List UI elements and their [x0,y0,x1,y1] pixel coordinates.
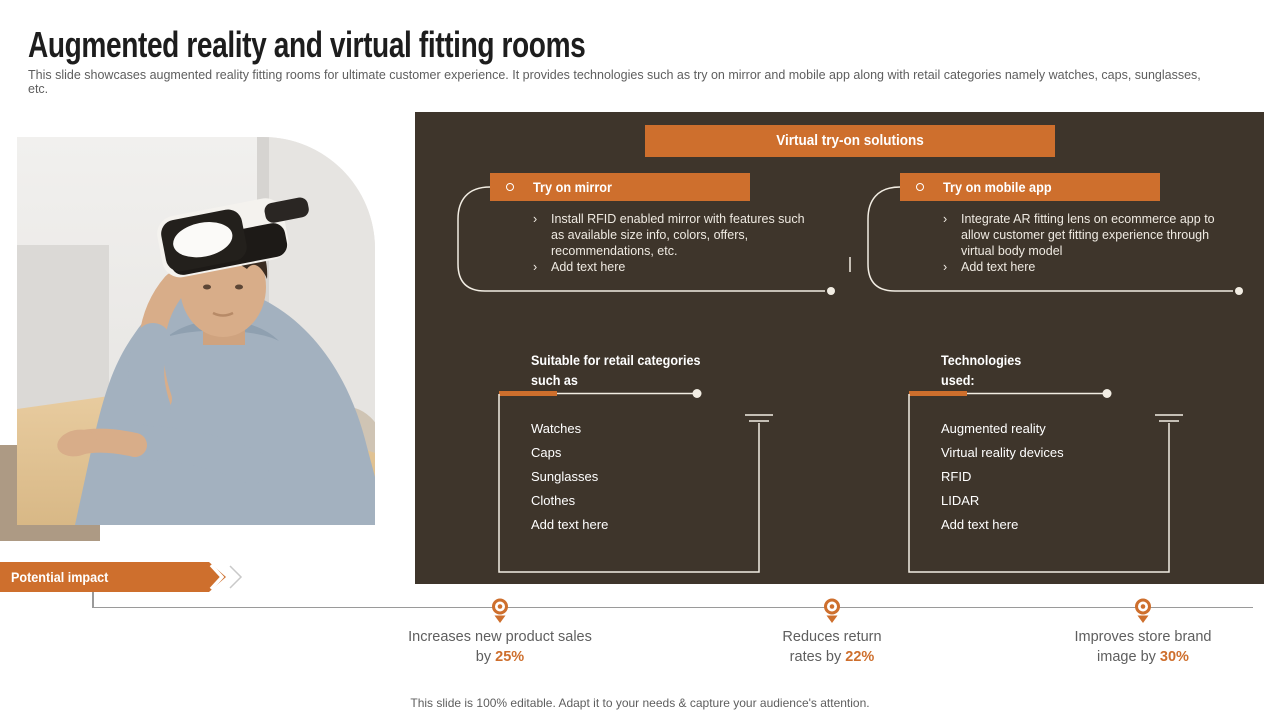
bullet-text: Integrate AR fitting lens on ecommerce app to allow customer get fitting experience through virtual body model [961,212,1215,258]
arrow-chevron-icon [196,562,246,592]
technologies-list [941,417,1064,537]
stat-value: 22% [845,648,875,665]
bullet-text: Add text here [551,260,626,274]
list-item: Virtual reality devices [941,445,1064,460]
chevron-bullet-icon: › [533,212,538,226]
retail-categories-list [531,417,608,537]
stat-return-rates [712,628,952,667]
stat-value: 30% [1159,648,1189,665]
bullet-item [533,211,809,259]
bullet-list-mirror [533,211,809,275]
subheader-try-on-mobile-app [900,173,1160,201]
page-title: Augmented reality and virtual fitting rooms [28,24,586,65]
timeline-line [92,607,1253,609]
location-pin-icon [1133,596,1153,624]
list-item: Watches [531,421,582,436]
connector-dot-left [827,287,835,295]
list-item: Add text here [531,517,609,532]
list-item: Clothes [531,493,576,508]
ground-symbol-icon-left [745,415,773,421]
stat-line1: Reduces return [782,629,882,645]
virtual-tryon-panel [415,112,1264,584]
subheader-label: Try on mobile app [943,179,1052,195]
bullet-text: Install RFID enabled mirror with features such as available size info, colors, offers, recommendations, etc. [551,212,805,258]
ground-symbol-icon-right [1155,415,1183,421]
list-accent-bar-left [499,391,557,396]
slide-footnote: This slide is 100% editable. Adapt it to your needs & capture your audience's attention. [410,696,870,710]
bullet-item [533,259,809,275]
stat-value: 25% [495,648,525,665]
photo-person-vr-headset [17,137,375,525]
stat-new-product-sales [380,628,620,667]
chevron-bullet-icon: › [533,260,538,274]
potential-impact-label: Potential impact [11,569,109,585]
panel-header-label: Virtual try-on solutions [776,132,924,149]
list-item: Sunglasses [531,469,599,484]
list-item: Augmented reality [941,421,1046,436]
subheader-label: Try on mirror [533,179,612,195]
list-accent-bar-right [909,391,967,396]
timeline-connector [92,592,94,607]
bullet-text: Add text here [961,260,1036,274]
list-item: Caps [531,445,562,460]
list-item: Add text here [941,517,1019,532]
technologies-title: Technologies used: [941,352,1022,388]
stat-line1: Improves store brand [1074,629,1212,645]
bullet-list-mobile-app [943,211,1219,275]
stat-line1: Increases new product sales [408,629,592,645]
list-item: RFID [941,469,972,484]
stat-line2: by 25% [475,648,525,665]
vr-person-illustration [17,137,375,525]
circle-bullet-icon [916,183,924,191]
retail-categories-title: Suitable for retail categories such as [531,352,701,388]
stat-line2: rates by 22% [789,648,875,665]
location-pin-icon [490,596,510,624]
location-pin-icon [822,596,842,624]
bullet-item [943,211,1219,259]
connector-dot-right [1235,287,1243,295]
chevron-bullet-icon: › [943,260,948,274]
potential-impact-banner [0,562,196,592]
bullet-item [943,259,1219,275]
stat-line2: image by 30% [1097,648,1189,665]
page-subtitle: This slide showcases augmented reality fitting rooms for ultimate customer experience. It provides technologies such as try on mirror and mobile app along with retail categories namely watches, caps, sunglasses, etc. [28,68,1201,96]
subheader-try-on-mirror [490,173,750,201]
list-top-dot-left [693,389,702,398]
stat-brand-image [1023,628,1263,667]
circle-bullet-icon [506,183,514,191]
chevron-bullet-icon: › [943,212,948,226]
list-top-dot-right [1103,389,1112,398]
list-item: LIDAR [941,493,980,508]
